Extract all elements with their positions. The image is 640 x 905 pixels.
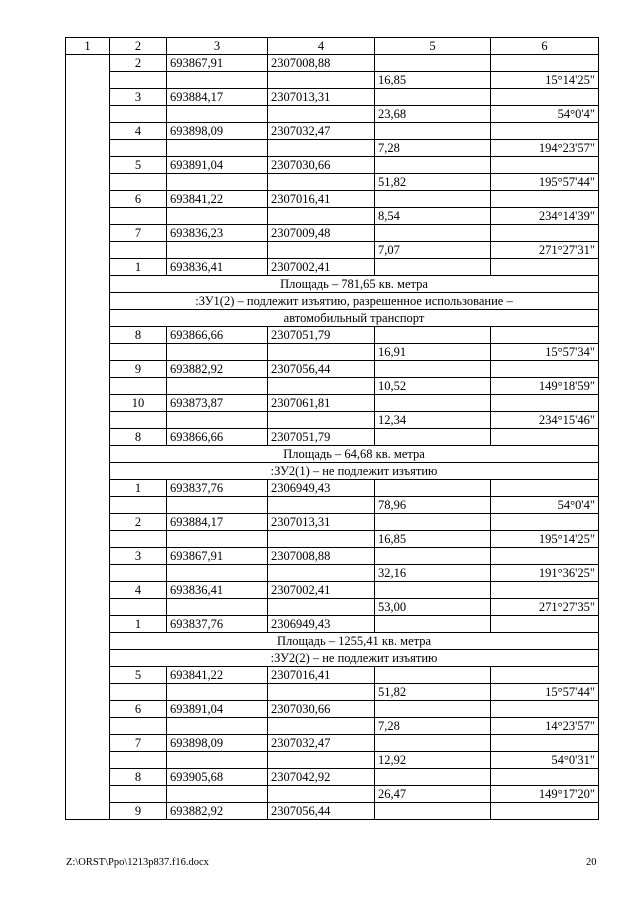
point-y-empty [268,344,375,361]
point-y: 2306949,43 [268,616,375,633]
point-y-empty [268,242,375,259]
point-x-empty [167,208,268,225]
point-x: 693882,92 [167,361,268,378]
point-row [66,327,599,344]
segment-length: 78,96 [375,497,491,514]
segment-angle-empty [491,225,599,242]
header-col-1: 1 [66,38,110,55]
segment-angle: 234°14'39" [491,208,599,225]
segment-angle-empty [491,327,599,344]
segment-angle-empty [491,480,599,497]
segment-row [66,378,599,395]
segment-angle: 54°0'31" [491,752,599,769]
segment-row [66,497,599,514]
segment-length-empty [375,548,491,565]
footer-file-path: Z:\ORST\Ppo\1213p837.f16.docx [66,857,209,868]
section-text: :ЗУ2(1) – не подлежит изъятию [110,463,599,480]
point-number-empty [110,378,167,395]
coordinates-table [65,37,599,820]
segment-row [66,599,599,616]
point-x: 693898,09 [167,735,268,752]
point-y-empty [268,174,375,191]
point-number-empty [110,344,167,361]
point-x: 693905,68 [167,769,268,786]
point-y: 2307016,41 [268,667,375,684]
point-row [66,395,599,412]
point-y-empty [268,106,375,123]
point-number-empty [110,497,167,514]
segment-length: 10,52 [375,378,491,395]
point-number-empty [110,752,167,769]
point-x: 693836,41 [167,259,268,276]
point-row [66,480,599,497]
segment-angle-empty [491,735,599,752]
point-row [66,735,599,752]
segment-angle: 54°0'4" [491,106,599,123]
point-x: 693867,91 [167,548,268,565]
section-text-row [66,310,599,327]
point-number: 2 [110,55,167,72]
point-x-empty [167,378,268,395]
segment-length: 16,85 [375,531,491,548]
point-y-empty [268,412,375,429]
segment-length-empty [375,803,491,820]
segment-angle-empty [491,361,599,378]
point-x: 693836,23 [167,225,268,242]
point-y: 2307056,44 [268,361,375,378]
segment-angle-empty [491,89,599,106]
point-x-empty [167,565,268,582]
segment-length-empty [375,361,491,378]
point-row [66,514,599,531]
point-number: 2 [110,514,167,531]
point-x-empty [167,344,268,361]
segment-row [66,531,599,548]
segment-length: 26,47 [375,786,491,803]
point-y: 2307008,88 [268,55,375,72]
header-col-3: 3 [167,38,268,55]
segment-angle: 191°36'25" [491,565,599,582]
point-x: 693884,17 [167,89,268,106]
point-row [66,429,599,446]
point-number-empty [110,140,167,157]
point-y-empty [268,752,375,769]
segment-length-empty [375,327,491,344]
point-number-empty [110,599,167,616]
section-text: Площадь – 1255,41 кв. метра [110,633,599,650]
point-y-empty [268,531,375,548]
segment-angle: 15°57'44" [491,684,599,701]
segment-row [66,786,599,803]
point-number: 8 [110,429,167,446]
point-number: 6 [110,191,167,208]
segment-row [66,412,599,429]
point-number-empty [110,72,167,89]
point-x: 693867,91 [167,55,268,72]
point-number-empty [110,718,167,735]
segment-length: 51,82 [375,684,491,701]
header-col-4: 4 [268,38,375,55]
point-x-empty [167,140,268,157]
segment-length: 53,00 [375,599,491,616]
segment-length-empty [375,616,491,633]
point-row [66,191,599,208]
segment-length-empty [375,735,491,752]
section-text-row [66,293,599,310]
point-y: 2307061,81 [268,395,375,412]
point-y: 2307051,79 [268,327,375,344]
segment-angle-empty [491,616,599,633]
segment-angle-empty [491,395,599,412]
point-y-empty [268,565,375,582]
point-x-empty [167,786,268,803]
point-row [66,259,599,276]
point-number: 4 [110,123,167,140]
point-number: 9 [110,361,167,378]
point-number: 1 [110,259,167,276]
point-row [66,157,599,174]
segment-angle: 14°23'57" [491,718,599,735]
segment-length-empty [375,123,491,140]
segment-angle: 271°27'31" [491,242,599,259]
point-y: 2307009,48 [268,225,375,242]
point-number-empty [110,242,167,259]
point-x-empty [167,242,268,259]
point-row [66,548,599,565]
point-number-empty [110,531,167,548]
point-number: 6 [110,701,167,718]
point-y: 2307030,66 [268,701,375,718]
segment-angle-empty [491,55,599,72]
point-x: 693836,41 [167,582,268,599]
point-number-empty [110,684,167,701]
point-number: 3 [110,548,167,565]
point-y: 2307032,47 [268,123,375,140]
segment-angle-empty [491,157,599,174]
point-x-empty [167,752,268,769]
point-x-empty [167,599,268,616]
section-text: автомобильный транспорт [110,310,599,327]
point-y: 2307051,79 [268,429,375,446]
point-row [66,701,599,718]
segment-angle: 149°18'59" [491,378,599,395]
segment-angle-empty [491,701,599,718]
point-number-empty [110,412,167,429]
segment-length: 16,91 [375,344,491,361]
point-row [66,769,599,786]
segment-length-empty [375,514,491,531]
point-number: 3 [110,89,167,106]
segment-angle-empty [491,803,599,820]
segment-angle: 15°14'25" [491,72,599,89]
segment-length-empty [375,395,491,412]
segment-length: 7,28 [375,140,491,157]
segment-row [66,140,599,157]
segment-length-empty [375,157,491,174]
section-text-row [66,446,599,463]
point-x: 693866,66 [167,327,268,344]
segment-length: 12,34 [375,412,491,429]
point-row [66,361,599,378]
segment-row [66,344,599,361]
point-number: 7 [110,225,167,242]
col-1-merged-cell [66,55,110,820]
point-x-empty [167,174,268,191]
segment-angle: 194°23'57" [491,140,599,157]
point-y-empty [268,497,375,514]
point-x: 693841,22 [167,667,268,684]
point-number-empty [110,106,167,123]
point-x: 693837,76 [167,616,268,633]
point-y-empty [268,208,375,225]
point-number-empty [110,565,167,582]
point-y-empty [268,786,375,803]
segment-angle-empty [491,123,599,140]
section-text: Площадь – 781,65 кв. метра [110,276,599,293]
segment-angle: 149°17'20" [491,786,599,803]
header-col-6: 6 [491,38,599,55]
segment-length-empty [375,191,491,208]
point-row [66,55,599,72]
point-y: 2307030,66 [268,157,375,174]
point-y: 2307056,44 [268,803,375,820]
segment-row [66,718,599,735]
point-x-empty [167,412,268,429]
point-number: 5 [110,157,167,174]
point-x: 693891,04 [167,701,268,718]
point-x-empty [167,497,268,514]
header-col-2: 2 [110,38,167,55]
segment-length-empty [375,55,491,72]
segment-angle: 195°14'25" [491,531,599,548]
point-number-empty [110,786,167,803]
section-text-row [66,276,599,293]
segment-length: 23,68 [375,106,491,123]
point-y: 2307002,41 [268,582,375,599]
point-number-empty [110,174,167,191]
point-x-empty [167,72,268,89]
point-y: 2307013,31 [268,514,375,531]
point-x: 693837,76 [167,480,268,497]
point-y: 2307032,47 [268,735,375,752]
segment-angle: 271°27'35" [491,599,599,616]
segment-row [66,752,599,769]
segment-angle-empty [491,514,599,531]
segment-length-empty [375,582,491,599]
point-number: 1 [110,616,167,633]
point-y-empty [268,718,375,735]
point-x-empty [167,531,268,548]
segment-length: 51,82 [375,174,491,191]
segment-length: 8,54 [375,208,491,225]
segment-length-empty [375,89,491,106]
segment-row [66,174,599,191]
segment-angle-empty [491,548,599,565]
segment-length-empty [375,429,491,446]
point-y: 2307042,92 [268,769,375,786]
header-row [66,38,599,55]
segment-length-empty [375,225,491,242]
segment-angle-empty [491,429,599,446]
point-y-empty [268,72,375,89]
point-row [66,616,599,633]
point-row [66,582,599,599]
segment-length: 7,28 [375,718,491,735]
point-y-empty [268,684,375,701]
segment-length: 16,85 [375,72,491,89]
point-x: 693873,87 [167,395,268,412]
table-body [66,55,599,820]
point-row [66,123,599,140]
header-col-5: 5 [375,38,491,55]
point-x: 693882,92 [167,803,268,820]
segment-angle-empty [491,667,599,684]
point-row [66,225,599,242]
point-row [66,667,599,684]
section-text-row [66,650,599,667]
point-y: 2307002,41 [268,259,375,276]
segment-length: 12,92 [375,752,491,769]
point-number: 10 [110,395,167,412]
segment-angle: 234°15'46" [491,412,599,429]
point-x-empty [167,106,268,123]
segment-angle-empty [491,582,599,599]
segment-length-empty [375,259,491,276]
section-text: :ЗУ2(2) – не подлежит изъятию [110,650,599,667]
segment-angle-empty [491,259,599,276]
footer-page-number: 20 [586,857,597,868]
segment-length-empty [375,480,491,497]
point-row [66,89,599,106]
point-y: 2307013,31 [268,89,375,106]
segment-angle: 15°57'34" [491,344,599,361]
section-text-row [66,463,599,480]
segment-length-empty [375,769,491,786]
point-number: 4 [110,582,167,599]
point-x-empty [167,684,268,701]
segment-row [66,208,599,225]
point-number: 7 [110,735,167,752]
segment-row [66,72,599,89]
section-text-row [66,633,599,650]
segment-angle: 195°57'44" [491,174,599,191]
segment-angle-empty [491,191,599,208]
segment-length-empty [375,667,491,684]
section-text: Площадь – 64,68 кв. метра [110,446,599,463]
point-number: 8 [110,327,167,344]
segment-length-empty [375,701,491,718]
section-text: :ЗУ1(2) – подлежит изъятию, разрешенное использование – [110,293,599,310]
point-x-empty [167,718,268,735]
point-row [66,803,599,820]
point-y: 2306949,43 [268,480,375,497]
point-number: 5 [110,667,167,684]
segment-row [66,684,599,701]
point-y: 2307008,88 [268,548,375,565]
point-x: 693841,22 [167,191,268,208]
point-x: 693891,04 [167,157,268,174]
point-number-empty [110,208,167,225]
segment-angle-empty [491,769,599,786]
point-y: 2307016,41 [268,191,375,208]
segment-row [66,106,599,123]
segment-row [66,242,599,259]
point-number: 1 [110,480,167,497]
point-x: 693866,66 [167,429,268,446]
point-x: 693884,17 [167,514,268,531]
point-number: 8 [110,769,167,786]
point-y-empty [268,378,375,395]
point-y-empty [268,599,375,616]
point-x: 693898,09 [167,123,268,140]
segment-length: 32,16 [375,565,491,582]
point-number: 9 [110,803,167,820]
segment-row [66,565,599,582]
segment-length: 7,07 [375,242,491,259]
segment-angle: 54°0'4" [491,497,599,514]
point-y-empty [268,140,375,157]
